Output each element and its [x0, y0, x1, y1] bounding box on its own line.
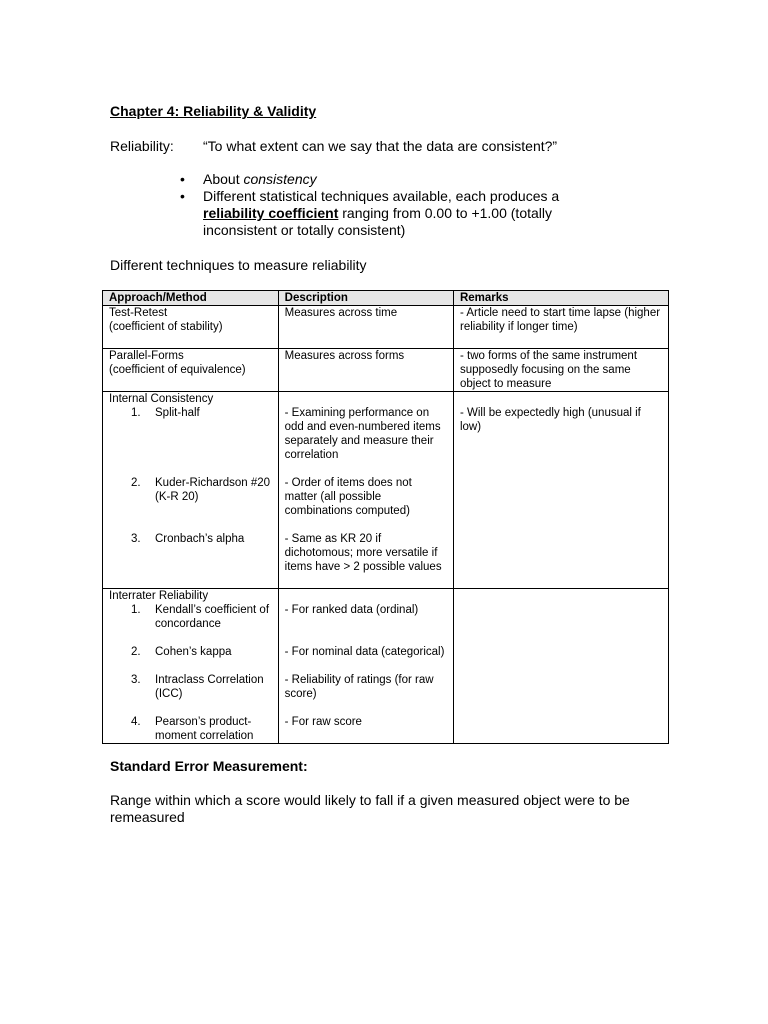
chapter-title: Chapter 4: Reliability & Validity	[110, 103, 317, 119]
list-item: 4. Pearson’s product-moment correlation	[131, 716, 254, 742]
group-heading: Interrater Reliability	[109, 590, 209, 602]
bullet-icon: •	[180, 171, 185, 187]
method-name: Parallel-Forms	[109, 350, 184, 362]
table-row-test-retest	[103, 306, 669, 349]
description-cell: - Same as KR 20 if dichotomous; more versatile if items have > 2 possible values	[284, 533, 442, 573]
description-cell: Measures across time	[284, 307, 398, 319]
table-row-internal-consistency	[103, 392, 669, 589]
techniques-heading: Different techniques to measure reliability	[110, 257, 367, 273]
numbered-list	[109, 603, 272, 743]
header-approach: Approach/Method	[103, 291, 279, 306]
method-sub: (coefficient of stability)	[109, 321, 223, 333]
table-header-row	[103, 291, 669, 306]
group-heading: Internal Consistency	[109, 393, 214, 405]
list-item: 2. Cohen’s kappa	[131, 646, 232, 658]
header-remarks: Remarks	[453, 291, 668, 306]
description-cell: - Examining performance on odd and even-numbered items separately and measure their correlation	[284, 407, 441, 461]
reliability-question: “To what extent can we say that the data are consistent?”	[203, 138, 558, 154]
remarks-cell: - Article need to start time lapse (higher reliability if longer time)	[459, 307, 661, 333]
sem-text: Range within which a score would likely to fall if a given measured object were to be remeasured	[110, 792, 630, 825]
list-item: 3. Intraclass Correlation (ICC)	[131, 674, 264, 700]
bullet-text-tail: ranging from 0.00 to +1.00 (totally inconsistent or totally consistent)	[203, 205, 552, 238]
description-cell: - Reliability of ratings (for raw score)	[284, 674, 434, 700]
description-cell: - Order of items does not matter (all possible combinations computed)	[284, 477, 412, 517]
bullet-text: About	[203, 171, 244, 187]
bullet-icon: •	[180, 188, 185, 204]
table-row-parallel-forms	[103, 349, 669, 392]
description-cell: Measures across forms	[284, 350, 405, 362]
numbered-list	[109, 406, 272, 546]
remarks-cell: - two forms of the same instrument supposedly focusing on the same object to measure	[459, 350, 638, 390]
remarks-cell: - Will be expectedly high (unusual if low)	[459, 407, 641, 433]
description-cell: - For ranked data (ordinal)	[284, 604, 419, 616]
list-item: 3. Cronbach’s alpha	[131, 533, 245, 545]
list-item: 1. Kendall’s coefficient of concordance	[131, 604, 270, 630]
bullet-bold-term: reliability coefficient	[203, 205, 339, 221]
description-cell: - For raw score	[284, 716, 362, 728]
bullet-list	[180, 171, 610, 239]
table-row-interrater	[103, 589, 669, 744]
bullet-emphasis: consistency	[243, 171, 317, 187]
reliability-label: Reliability:	[110, 138, 174, 154]
list-item: 2. Kuder-Richardson #20 (K-R 20)	[131, 477, 271, 503]
sem-heading: Standard Error Measurement:	[110, 758, 308, 774]
method-sub: (coefficient of equivalence)	[109, 364, 246, 376]
list-item: 1. Split-half	[131, 407, 200, 419]
reliability-table	[102, 290, 669, 744]
bullet-item-consistency	[180, 171, 610, 188]
header-description: Description	[278, 291, 453, 306]
bullet-item-techniques	[180, 188, 610, 239]
method-name: Test-Retest	[109, 307, 168, 319]
bullet-text: Different statistical techniques available, each produces a	[203, 188, 560, 204]
description-cell: - For nominal data (categorical)	[284, 646, 445, 658]
